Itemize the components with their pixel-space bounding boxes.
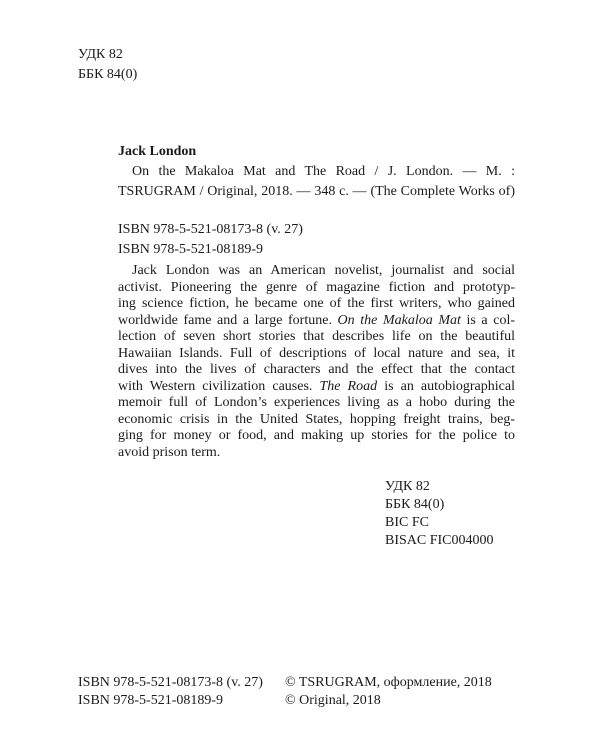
book-title-italic: On the Makaloa Mat (337, 312, 461, 328)
footer-copyright (285, 674, 492, 710)
author-name: Jack London (118, 144, 197, 159)
isbn-series: ISBN 978-5-521-08189-9 (78, 693, 224, 708)
description-line (118, 346, 515, 363)
publisher-line: TSRUGRAM / Original, 2018. — 348 c. — (The Complete Works of) (118, 184, 515, 199)
description-line (118, 395, 515, 412)
description-text: with Western civilization causes. (118, 378, 320, 394)
isbn-series: ISBN 978-5-521-08189-9 (118, 242, 264, 257)
footer-isbn (78, 674, 263, 710)
description-text: ging for money or food, and making up stories for the police to (118, 428, 515, 443)
book-title-italic: The Road (319, 378, 378, 394)
bibliographic-record (118, 142, 515, 202)
description-line (118, 428, 515, 445)
top-classification-codes (78, 45, 137, 85)
description-text: avoid prison term. (118, 444, 221, 460)
description-text: activist. Pioneering the genre of magazine fiction and prototyp- (118, 279, 515, 295)
description-text: ing science fiction, he became one of the first writers, who gained (118, 296, 515, 311)
description-text: Hawaiian Islands. Full of descriptions of local nature and sea, it (118, 345, 515, 361)
bisac-code: BISAC FIC004000 (385, 533, 494, 548)
description-line (118, 313, 515, 330)
description-line (118, 362, 515, 379)
bbk-code: ББК 84(0) (385, 497, 445, 512)
description-line (118, 263, 515, 280)
description-line (118, 445, 515, 462)
isbn-list (118, 220, 303, 260)
description-text: is a col- (460, 312, 516, 328)
description-line (118, 329, 515, 346)
book-description (118, 263, 515, 461)
description-line (118, 296, 515, 313)
title-line: On the Makaloa Mat and The Road / J. London. — M. : (132, 164, 515, 179)
classification-codes (385, 478, 494, 550)
copyright-design: © TSRUGRAM, оформление, 2018 (285, 675, 492, 690)
description-text: lection of seven short stories that describes life on the beautiful (118, 329, 515, 344)
isbn-volume: ISBN 978-5-521-08173-8 (v. 27) (118, 222, 303, 237)
bic-code: BIC FC (385, 515, 429, 530)
description-text: Jack London was an American novelist, journalist and social (132, 263, 515, 278)
udk-code: УДК 82 (78, 47, 123, 62)
description-text: memoir full of London’s experiences living as a hobo during the (118, 395, 515, 410)
udk-code: УДК 82 (385, 479, 430, 494)
description-text: economic crisis in the United States, hopping freight trains, beg- (118, 411, 515, 427)
description-text: is an autobiographical (377, 378, 515, 394)
description-text: worldwide fame and a large fortune. (118, 312, 338, 328)
description-line (118, 412, 515, 429)
bbk-code: ББК 84(0) (78, 67, 138, 82)
description-line (118, 280, 515, 297)
isbn-volume: ISBN 978-5-521-08173-8 (v. 27) (78, 675, 263, 690)
copyright-original: © Original, 2018 (285, 693, 381, 708)
description-line (118, 379, 515, 396)
description-text: dives into the lives of characters and the effect that the contact (118, 362, 515, 377)
